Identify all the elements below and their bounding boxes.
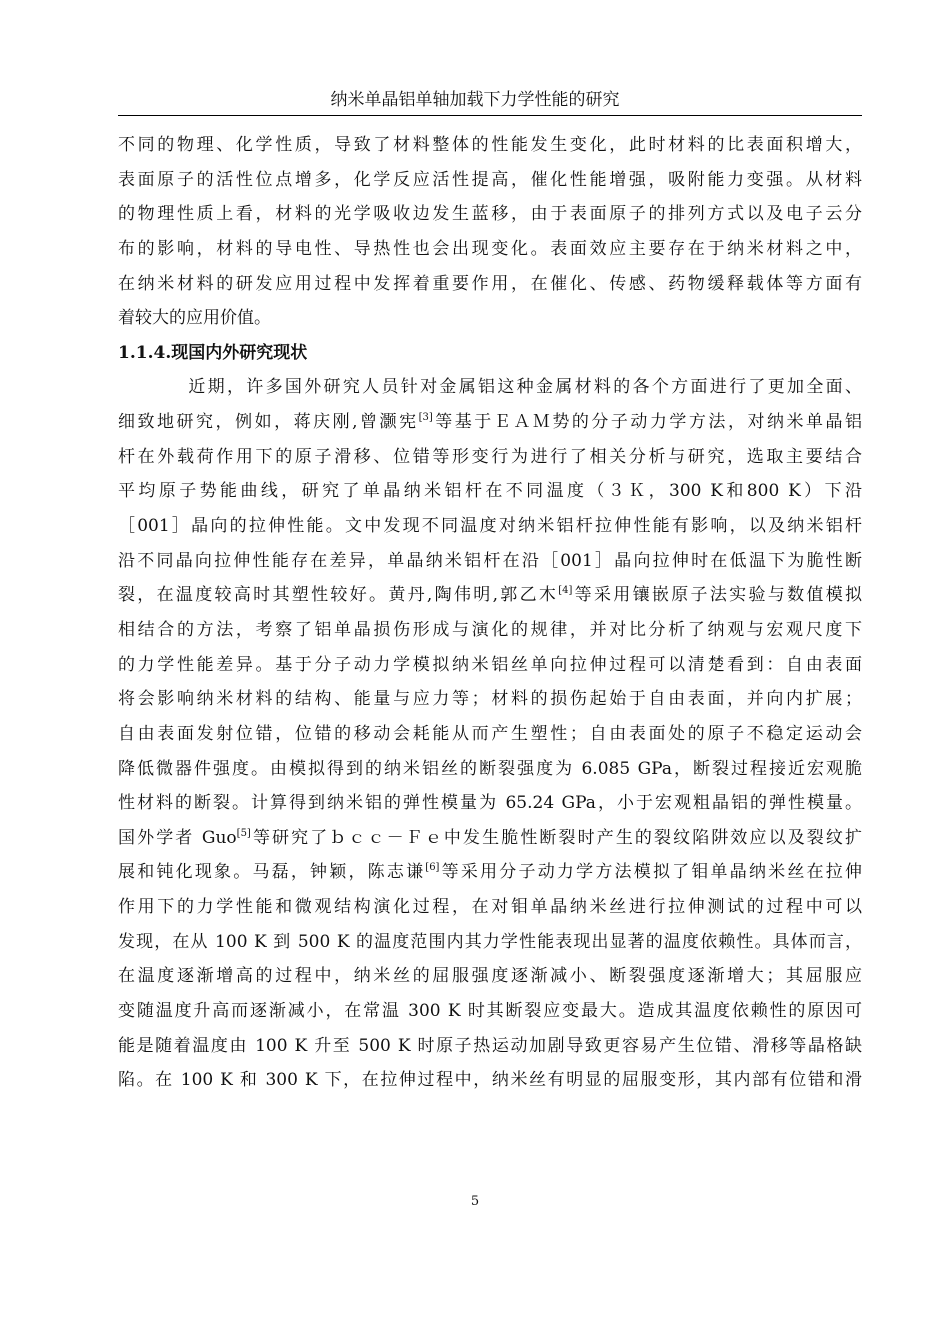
text-line bbox=[118, 440, 862, 475]
text-line bbox=[118, 1029, 862, 1064]
citation-ref: [5] bbox=[236, 827, 251, 839]
text-line bbox=[118, 405, 862, 440]
line-text: 等采用分子动力学方法模拟了钼单晶纳米丝在拉伸 bbox=[439, 862, 862, 883]
line-text: 裂，在温度较高时其塑性较好。黄丹,陶伟明,郭乙木 bbox=[118, 585, 559, 606]
text-line bbox=[118, 544, 862, 579]
page-number: 5 bbox=[470, 1194, 480, 1209]
line-text: 在纳米材料的研发应用过程中发挥着重要作用，在催化、传感、药物缓释载体等方面有 bbox=[118, 273, 862, 294]
line-text: 不同的物理、化学性质，导致了材料整体的性能发生变化，此时材料的比表面积增大， bbox=[118, 135, 862, 155]
text-line bbox=[118, 682, 862, 717]
line-text: 作用下的力学性能和微观结构演化过程，在对钼单晶纳米丝进行拉伸测试的过程中可以 bbox=[118, 897, 862, 918]
line-text: 变随温度升高而逐渐减小，在常温 300 K 时其断裂应变最大。造成其温度依赖性的原因可 bbox=[118, 1001, 862, 1022]
text-line bbox=[118, 648, 862, 683]
text-line bbox=[118, 613, 862, 648]
text-line bbox=[118, 267, 862, 302]
text-line bbox=[118, 370, 862, 405]
line-text: 国外学者 Guo bbox=[118, 827, 237, 848]
text-line bbox=[118, 994, 862, 1029]
text-line bbox=[118, 959, 862, 994]
text-line bbox=[118, 509, 862, 544]
line-text: 布的影响，材料的导电性、导热性也会出现变化。表面效应主要存在于纳米材料之中， bbox=[118, 238, 862, 259]
line-text: 沿不同晶向拉伸性能存在差异，单晶纳米铝杆在沿［001］晶向拉伸时在低温下为脆性断 bbox=[118, 550, 862, 571]
running-header: 纳米单晶铝单轴加载下力学性能的研究 bbox=[330, 90, 620, 110]
line-text: 自由表面发射位错，位错的移动会耗能从而产生塑性；自由表面处的原子不稳定运动会 bbox=[118, 723, 862, 744]
line-text: 能是随着温度由 100 K 升至 500 K 时原子热运动加剧导致更容易产生位错、滑移等晶格缺 bbox=[118, 1035, 862, 1056]
line-text: ［001］晶向的拉伸性能。文中发现不同温度对纳米铝杆拉伸性能有影响，以及纳米铝杆 bbox=[118, 516, 862, 537]
line-text: 相结合的方法，考察了铝单晶损伤形成与演化的规律，并对比分析了纳观与宏观尺度下 bbox=[118, 619, 862, 640]
line-text: 等基于ＥＡＭ势的分子动力学方法，对纳米单晶铝 bbox=[432, 412, 862, 433]
line-text: 在温度逐渐增高的过程中，纳米丝的屈服强度逐渐减小、断裂强度逐渐增大；其屈服应 bbox=[118, 966, 862, 987]
text-line bbox=[118, 925, 862, 960]
text-line bbox=[118, 821, 862, 856]
citation-ref: [6] bbox=[425, 862, 440, 874]
line-text: 细致地研究，例如，蒋庆刚,曾灏宪 bbox=[118, 412, 419, 433]
line-text: 1.1.4.现国内外研究现状 bbox=[118, 342, 308, 363]
text-line bbox=[118, 474, 862, 509]
text-line bbox=[118, 752, 862, 787]
line-text: 将会影响纳米材料的结构、能量与应力等；材料的损伤起始于自由表面，并向内扩展； bbox=[118, 689, 862, 710]
line-text: 着较大的应用价值。 bbox=[118, 308, 271, 329]
text-line bbox=[118, 717, 862, 752]
line-text: 的力学性能差异。基于分子动力学模拟纳米铝丝单向拉伸过程可以清楚看到：自由表面 bbox=[118, 654, 862, 675]
line-text: 性材料的断裂。计算得到纳米铝的弹性模量为 65.24 GPa，小于宏观粗晶铝的弹性模量。 bbox=[118, 793, 862, 814]
text-line bbox=[118, 232, 862, 267]
text-line bbox=[118, 855, 862, 890]
text-line bbox=[118, 197, 862, 232]
line-text: 杆在外载荷作用下的原子滑移、位错等形变行为进行了相关分析与研究，选取主要结合 bbox=[118, 446, 862, 467]
text-line bbox=[118, 163, 862, 198]
text-line bbox=[118, 890, 862, 925]
header-rule bbox=[118, 115, 862, 116]
line-text: 平均原子势能曲线，研究了单晶纳米铝杆在不同温度（３Ｋ，300 K和800 K）下沿 bbox=[118, 481, 862, 502]
citation-ref: [4] bbox=[558, 585, 573, 597]
line-text: 表面原子的活性位点增多，化学反应活性提高，催化性能增强，吸附能力变强。从材料 bbox=[118, 169, 862, 190]
body-text bbox=[118, 128, 862, 1098]
text-line bbox=[118, 301, 862, 336]
line-text: 展和钝化现象。马磊，钟颖，陈志谦 bbox=[118, 862, 426, 883]
line-text: 等采用镶嵌原子法实验与数值模拟 bbox=[572, 585, 862, 606]
line-text: 的物理性质上看，材料的光学吸收边发生蓝移，由于表面原子的排列方式以及电子云分 bbox=[118, 204, 862, 225]
section-heading bbox=[118, 336, 862, 371]
citation-ref: [3] bbox=[418, 412, 433, 424]
line-text: 陷。在 100 K 和 300 K 下，在拉伸过程中，纳米丝有明显的屈服变形，其内部有位错和滑 bbox=[118, 1070, 862, 1091]
line-text: 降低微器件强度。由模拟得到的纳米铝丝的断裂强度为 6.085 GPa，断裂过程接近宏观脆 bbox=[118, 758, 862, 779]
text-line bbox=[118, 1063, 862, 1098]
line-text: 等研究了ｂｃｃ－Ｆｅ中发生脆性断裂时产生的裂纹陷阱效应以及裂纹扩 bbox=[250, 827, 862, 848]
line-text: 发现，在从 100 K 到 500 K 的温度范围内其力学性能表现出显著的温度依赖性。具体而言， bbox=[118, 931, 862, 952]
text-line bbox=[118, 128, 862, 163]
line-text: 近期，许多国外研究人员针对金属铝这种金属材料的各个方面进行了更加全面、 bbox=[186, 377, 862, 398]
text-line bbox=[118, 578, 862, 613]
text-line bbox=[118, 786, 862, 821]
